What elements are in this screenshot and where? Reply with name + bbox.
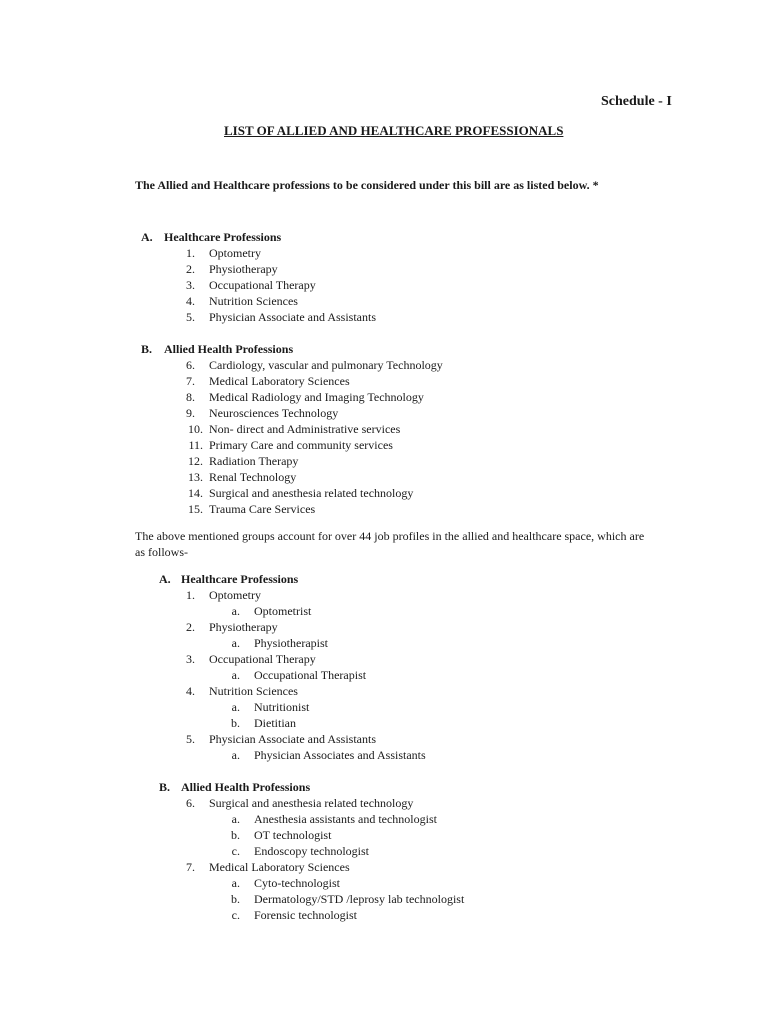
list-item: Occupational Therapy bbox=[209, 278, 316, 292]
list-item-number: 7. bbox=[186, 374, 195, 388]
list-item-number: 5. bbox=[186, 310, 195, 324]
sub-item-letter: c. bbox=[231, 844, 240, 858]
list-item: Surgical and anesthesia related technology bbox=[209, 796, 414, 810]
paragraph-line-2: as follows- bbox=[135, 545, 188, 559]
list-item: Medical Radiology and Imaging Technology bbox=[209, 390, 424, 404]
list-item-number: 2. bbox=[186, 620, 195, 634]
list-item-number: 5. bbox=[186, 732, 195, 746]
sub-item-letter: a. bbox=[231, 668, 240, 682]
list-item-number: 6. bbox=[186, 358, 195, 372]
list-item: Non- direct and Administrative services bbox=[209, 422, 401, 436]
section2-a-heading: Healthcare Professions bbox=[181, 572, 299, 586]
list-item: Nutrition Sciences bbox=[209, 684, 298, 698]
list-item: Optometry bbox=[209, 246, 261, 260]
list-item: Nutrition Sciences bbox=[209, 294, 298, 308]
list-item: Physician Associate and Assistants bbox=[209, 732, 376, 746]
list-item: Radiation Therapy bbox=[209, 454, 299, 468]
intro-text: The Allied and Healthcare professions to be considered under this bill are as listed below. * bbox=[135, 178, 599, 192]
sub-item: Anesthesia assistants and technologist bbox=[254, 812, 437, 826]
section1-b-heading: Allied Health Professions bbox=[164, 342, 294, 356]
list-item: Medical Laboratory Sciences bbox=[209, 860, 350, 874]
sub-item-letter: b. bbox=[231, 828, 240, 842]
sub-item: Physician Associates and Assistants bbox=[254, 748, 426, 762]
list-item: Cardiology, vascular and pulmonary Technology bbox=[209, 358, 443, 372]
sub-item: Cyto-technologist bbox=[254, 876, 340, 890]
list-item-number: 14. bbox=[188, 486, 203, 500]
list-item-number: 10. bbox=[188, 422, 203, 436]
sub-item: OT technologist bbox=[254, 828, 332, 842]
sub-item-letter: a. bbox=[231, 700, 240, 714]
list-item-number: 6. bbox=[186, 796, 195, 810]
list-item: Medical Laboratory Sciences bbox=[209, 374, 350, 388]
list-item: Surgical and anesthesia related technology bbox=[209, 486, 414, 500]
list-item: Occupational Therapy bbox=[209, 652, 316, 666]
sub-item: Nutritionist bbox=[254, 700, 310, 714]
paragraph-line-1: The above mentioned groups account for over 44 job profiles in the allied and healthcare space, which are bbox=[135, 529, 645, 543]
list-item: Neurosciences Technology bbox=[209, 406, 339, 420]
sub-item: Dietitian bbox=[254, 716, 296, 730]
list-item: Physician Associate and Assistants bbox=[209, 310, 376, 324]
sub-item-letter: b. bbox=[231, 892, 240, 906]
list-item-number: 13. bbox=[188, 470, 203, 484]
list-item: Physiotherapy bbox=[209, 262, 278, 276]
schedule-label: Schedule - I bbox=[601, 94, 672, 109]
list-item-number: 1. bbox=[186, 588, 195, 602]
list-item: Renal Technology bbox=[209, 470, 297, 484]
list-item-number: 12. bbox=[188, 454, 203, 468]
list-item: Physiotherapy bbox=[209, 620, 278, 634]
section1-a-heading: Healthcare Professions bbox=[164, 230, 282, 244]
list-item-number: 4. bbox=[186, 294, 195, 308]
sub-item-letter: b. bbox=[231, 716, 240, 730]
sub-item: Physiotherapist bbox=[254, 636, 328, 650]
sub-item: Forensic technologist bbox=[254, 908, 357, 922]
list-item: Optometry bbox=[209, 588, 261, 602]
sub-item: Optometrist bbox=[254, 604, 312, 618]
sub-item: Endoscopy technologist bbox=[254, 844, 369, 858]
page-title: LIST OF ALLIED AND HEALTHCARE PROFESSIONALS bbox=[224, 123, 564, 138]
list-item-number: 2. bbox=[186, 262, 195, 276]
list-item-number: 3. bbox=[186, 652, 195, 666]
section2-b-letter: B. bbox=[159, 780, 171, 794]
section2-a-letter: A. bbox=[159, 572, 171, 586]
section1-a-letter: A. bbox=[141, 230, 153, 244]
sub-item-letter: a. bbox=[231, 748, 240, 762]
section1-b-letter: B. bbox=[141, 342, 153, 356]
list-item: Trauma Care Services bbox=[209, 502, 316, 516]
sub-item-letter: a. bbox=[231, 604, 240, 618]
list-item-number: 8. bbox=[186, 390, 195, 404]
list-item: Primary Care and community services bbox=[209, 438, 393, 452]
sub-item-letter: a. bbox=[231, 636, 240, 650]
sub-item: Occupational Therapist bbox=[254, 668, 367, 682]
list-item-number: 3. bbox=[186, 278, 195, 292]
sub-item-letter: a. bbox=[231, 812, 240, 826]
sub-item: Dermatology/STD /leprosy lab technologist bbox=[254, 892, 465, 906]
sub-item-letter: a. bbox=[231, 876, 240, 890]
list-item-number: 1. bbox=[186, 246, 195, 260]
section2-b-heading: Allied Health Professions bbox=[181, 780, 311, 794]
sub-item-letter: c. bbox=[231, 908, 240, 922]
list-item-number: 11. bbox=[188, 438, 203, 452]
list-item-number: 4. bbox=[186, 684, 195, 698]
list-item-number: 15. bbox=[188, 502, 203, 516]
list-item-number: 7. bbox=[186, 860, 195, 874]
list-item-number: 9. bbox=[186, 406, 195, 420]
